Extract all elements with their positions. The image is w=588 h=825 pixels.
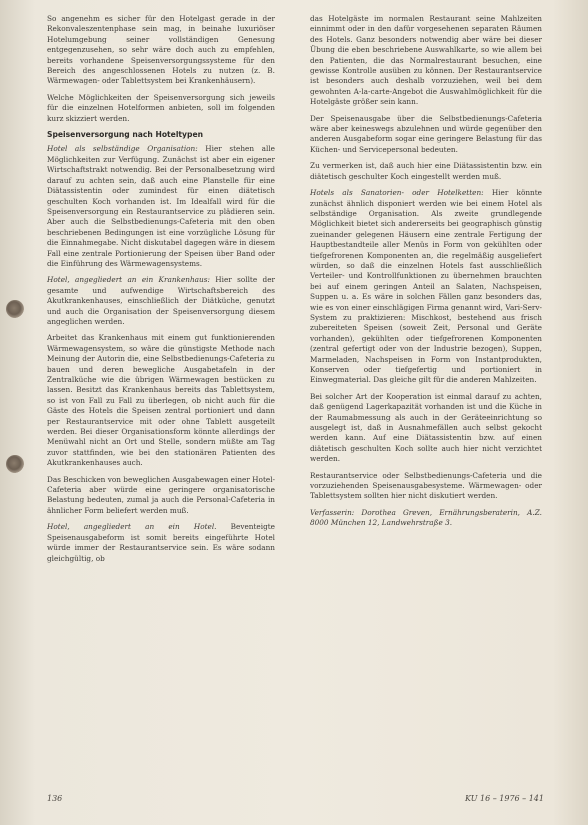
paragraph — [47, 144, 275, 269]
paragraph-lead: Hotels als Sanatorien- oder Hotelketten: — [310, 188, 484, 198]
author-note: Verfasserin: Dorothea Greven, Ernährungsberaterin, A.Z. 8000 München 12, Landwehrstraße 3. — [310, 507, 542, 528]
paragraph-body: Beventeigte Speisenausgabeform ist somit bereits eingeführte Hotel würde immer der Restaurantservice sein. Es wäre sodann gleichgültig, ob — [47, 522, 275, 563]
paragraph-lead: Hotel als selbständige Organisation: — [47, 144, 198, 154]
paragraph-body: Hier stehen alle Möglichkeiten zur Verfügung. Zunächst ist aber ein eigener Wirtschaftstrakt notwendig. Bei der Personalbesetzung wird darauf zu achten sein, daß auch eine Planstelle für eine Diätassistentin oder zumindest für einen diätetisch geschulten Koch vorhanden ist. Im Idealfall wird für die Speisenversorgung ein Restaurantservice zu plädieren sein. Aber auch die Selbstbedienungs-Cafeteria mit den oben beschriebenen Bedingungen ist eine vorzügliche Lösung für die Einnahmegabe. Nicht diskutabel dagegen wäre in diesem Fall eine zentrale Portionierung der Speisen über Band oder die Einführung des Wärmewagensystems. — [47, 144, 275, 268]
paragraph: Der Speisenausgabe über die Selbstbedienungs-Cafeteria wäre aber keineswegs abzulehnen und würde gegenüber den anderen Ausgabeform sogar eine geringere Belastung für das Küchen- und Servicepersonal bedeuten. — [310, 113, 542, 154]
paragraph-body: Hier sollte der gesamte und aufwendige Wirtschaftsbereich des Akutkrankenhauses, einschließlich der Diätküche, genutzt und auch die Organisation der Speisenversorgung diesem angeglichen werden. — [47, 275, 276, 326]
paragraph: Bei solcher Art der Kooperation ist einmal darauf zu achten, daß genügend Lagerkapazität vorhanden ist und die Küche in der Raumabmessung als auch in der Geräteeinrichtung so ausgelegt ist, daß in Ausnahmefällen auch selbst gekocht werden kann. Auf eine Diätassistentin bzw. auf einen diätetisch geschulten Koch sollte auch hier nicht verzichtet werden. — [310, 391, 542, 464]
paragraph-lead: Hotel, angegliedert an ein Hotel. — [47, 522, 217, 532]
punch-hole — [6, 300, 24, 318]
left-column — [47, 14, 275, 570]
paragraph — [47, 275, 275, 327]
page-number-left: 136 — [47, 794, 63, 803]
paragraph: das Hotelgäste im normalen Restaurant seine Mahlzeiten einnimmt oder in den dafür vorgesehenen separaten Räumen des Hotels. Ganz besonders notwendig aber wäre bei dieser Übung die eben beschriebene Auswahlkarte, so wie allem bei den Patienten, die das Normalrestaurant besuchen, eine gewisse Kontrolle ausüben zu können. Der Restaurantservice ist besonders auch deshalb vorzuziehen, weil bei dem gewohnten A-la-carte-Angebot die Auswahlmöglichkeit für die Hotelgäste größer sein kann. — [310, 14, 542, 107]
paragraph: So angenehm es sicher für den Hotelgast gerade in der Rekonvaleszentenphase sein mag, in beinahe luxuriöser Hotelumgebung seiner vollständigen Genesung entgegenzusehen, so sehr wäre doch auch zu empfehlen, bereits vorhandene Speisenversorgungssysteme für den Bereich des angeschlossenen Hotels zu nutzen (z. B. Wärmewagen- oder Tablettsystem bei Krankenhäusern). — [47, 14, 275, 86]
paragraph: Welche Möglichkeiten der Speisenversorgung sich jeweils für die einzelnen Hotelformen anbieten, soll im folgenden kurz skizziert werden. — [47, 92, 275, 123]
section-heading: Speisenversorgung nach Hoteltypen — [47, 130, 203, 140]
paragraph: Zu vermerken ist, daß auch hier eine Diätassistentin bzw. ein diätetisch geschulter Koch eingestellt werden muß. — [310, 161, 542, 181]
paragraph — [47, 522, 275, 564]
paragraph: Das Beschicken von beweglichen Ausgabewagen einer Hotel-Cafeteria aber würde eine geringere organisatorische Belastung bedeuten, zumal ja auch die Personal-Cafeteria in ähnlicher Form beliefert werden muß. — [47, 474, 275, 515]
journal-reference: KU 16 – 1976 – 141 — [465, 794, 544, 803]
paragraph-lead: Hotel, angegliedert an ein Krankenhaus: — [47, 275, 210, 285]
paragraph: Arbeitet das Krankenhaus mit einem gut funktionierenden Wärmewagensystem, so wäre die günstigste Methode nach Meinung der Autorin die, eine Selbstbedienungs-Cafeteria zu bauen und deren bewegliche Ausgabetafeln in der Zentralküche wie die übrigen Wärmewagen bestücken zu lassen. Besitzt das Krankenhaus bereits das Tablettsystem, so ist von Fall zu Fall zu überlegen, ob nicht auch für die Gäste des Hotels die Speisen zentral portioniert und dann per Restaurantservice mit oder ohne Tablett ausgeteilt werden. Bei dieser Organisationsform könnte allerdings der Menüwahl nicht an Ort und Stelle, sondern müßte am Tag zuvor stattfinden, wie bei den stationären Patienten des Akutkrankenhauses auch. — [47, 333, 275, 468]
right-column — [310, 14, 542, 535]
paragraph — [310, 188, 542, 386]
paragraph-body: Hier könnte zunächst ähnlich disponiert werden wie bei einem Hotel als selbständige Organisation. Als zweite grundlegende Möglichkeit bietet sich andererseits bei geographisch günstig zueinander gelegenen Häusern eine zentrale Fertigung der Hauptbestandteile aller Menüs in Form von gekühlten oder tiefgefrorenen Komponenten an, die regelmäßig ausgeliefert würden, so daß die einzelnen Hotels fast ausschließlich Verteiler- und Kontrollfunktionen zu übernehmen brauchten bei auf einem geringen Anteil an Salaten, Nachspeisen, Suppen u. a. Es wäre in solchen Fällen ganz besonders das, wie es von einer einschlägigen Firma genannt wird, Vari-Serv-System zu praktizieren: Mischkost, bestehend aus frisch zubereiteten Speisen (soweit Zeit, Personal und Geräte vorhanden), gekühlten oder tiefgefrorenen Komponenten (zentral gefertigt oder von der Industrie bezogen), Suppen, Marmeladen, Nachspeisen in Form von Instantprodukten, Konserven oder tiefgefertig und portioniert in Einwegmaterial. Das gleiche gilt für die anderen Mahlzeiten. — [310, 188, 542, 385]
punch-hole — [6, 455, 24, 473]
paragraph: Restaurantservice oder Selbstbedienungs-Cafeteria und die vorzuziehenden Speisenausgabesysteme. Wärmewagen- oder Tablettsystem sollten hier nicht diskutiert werden. — [310, 470, 542, 501]
